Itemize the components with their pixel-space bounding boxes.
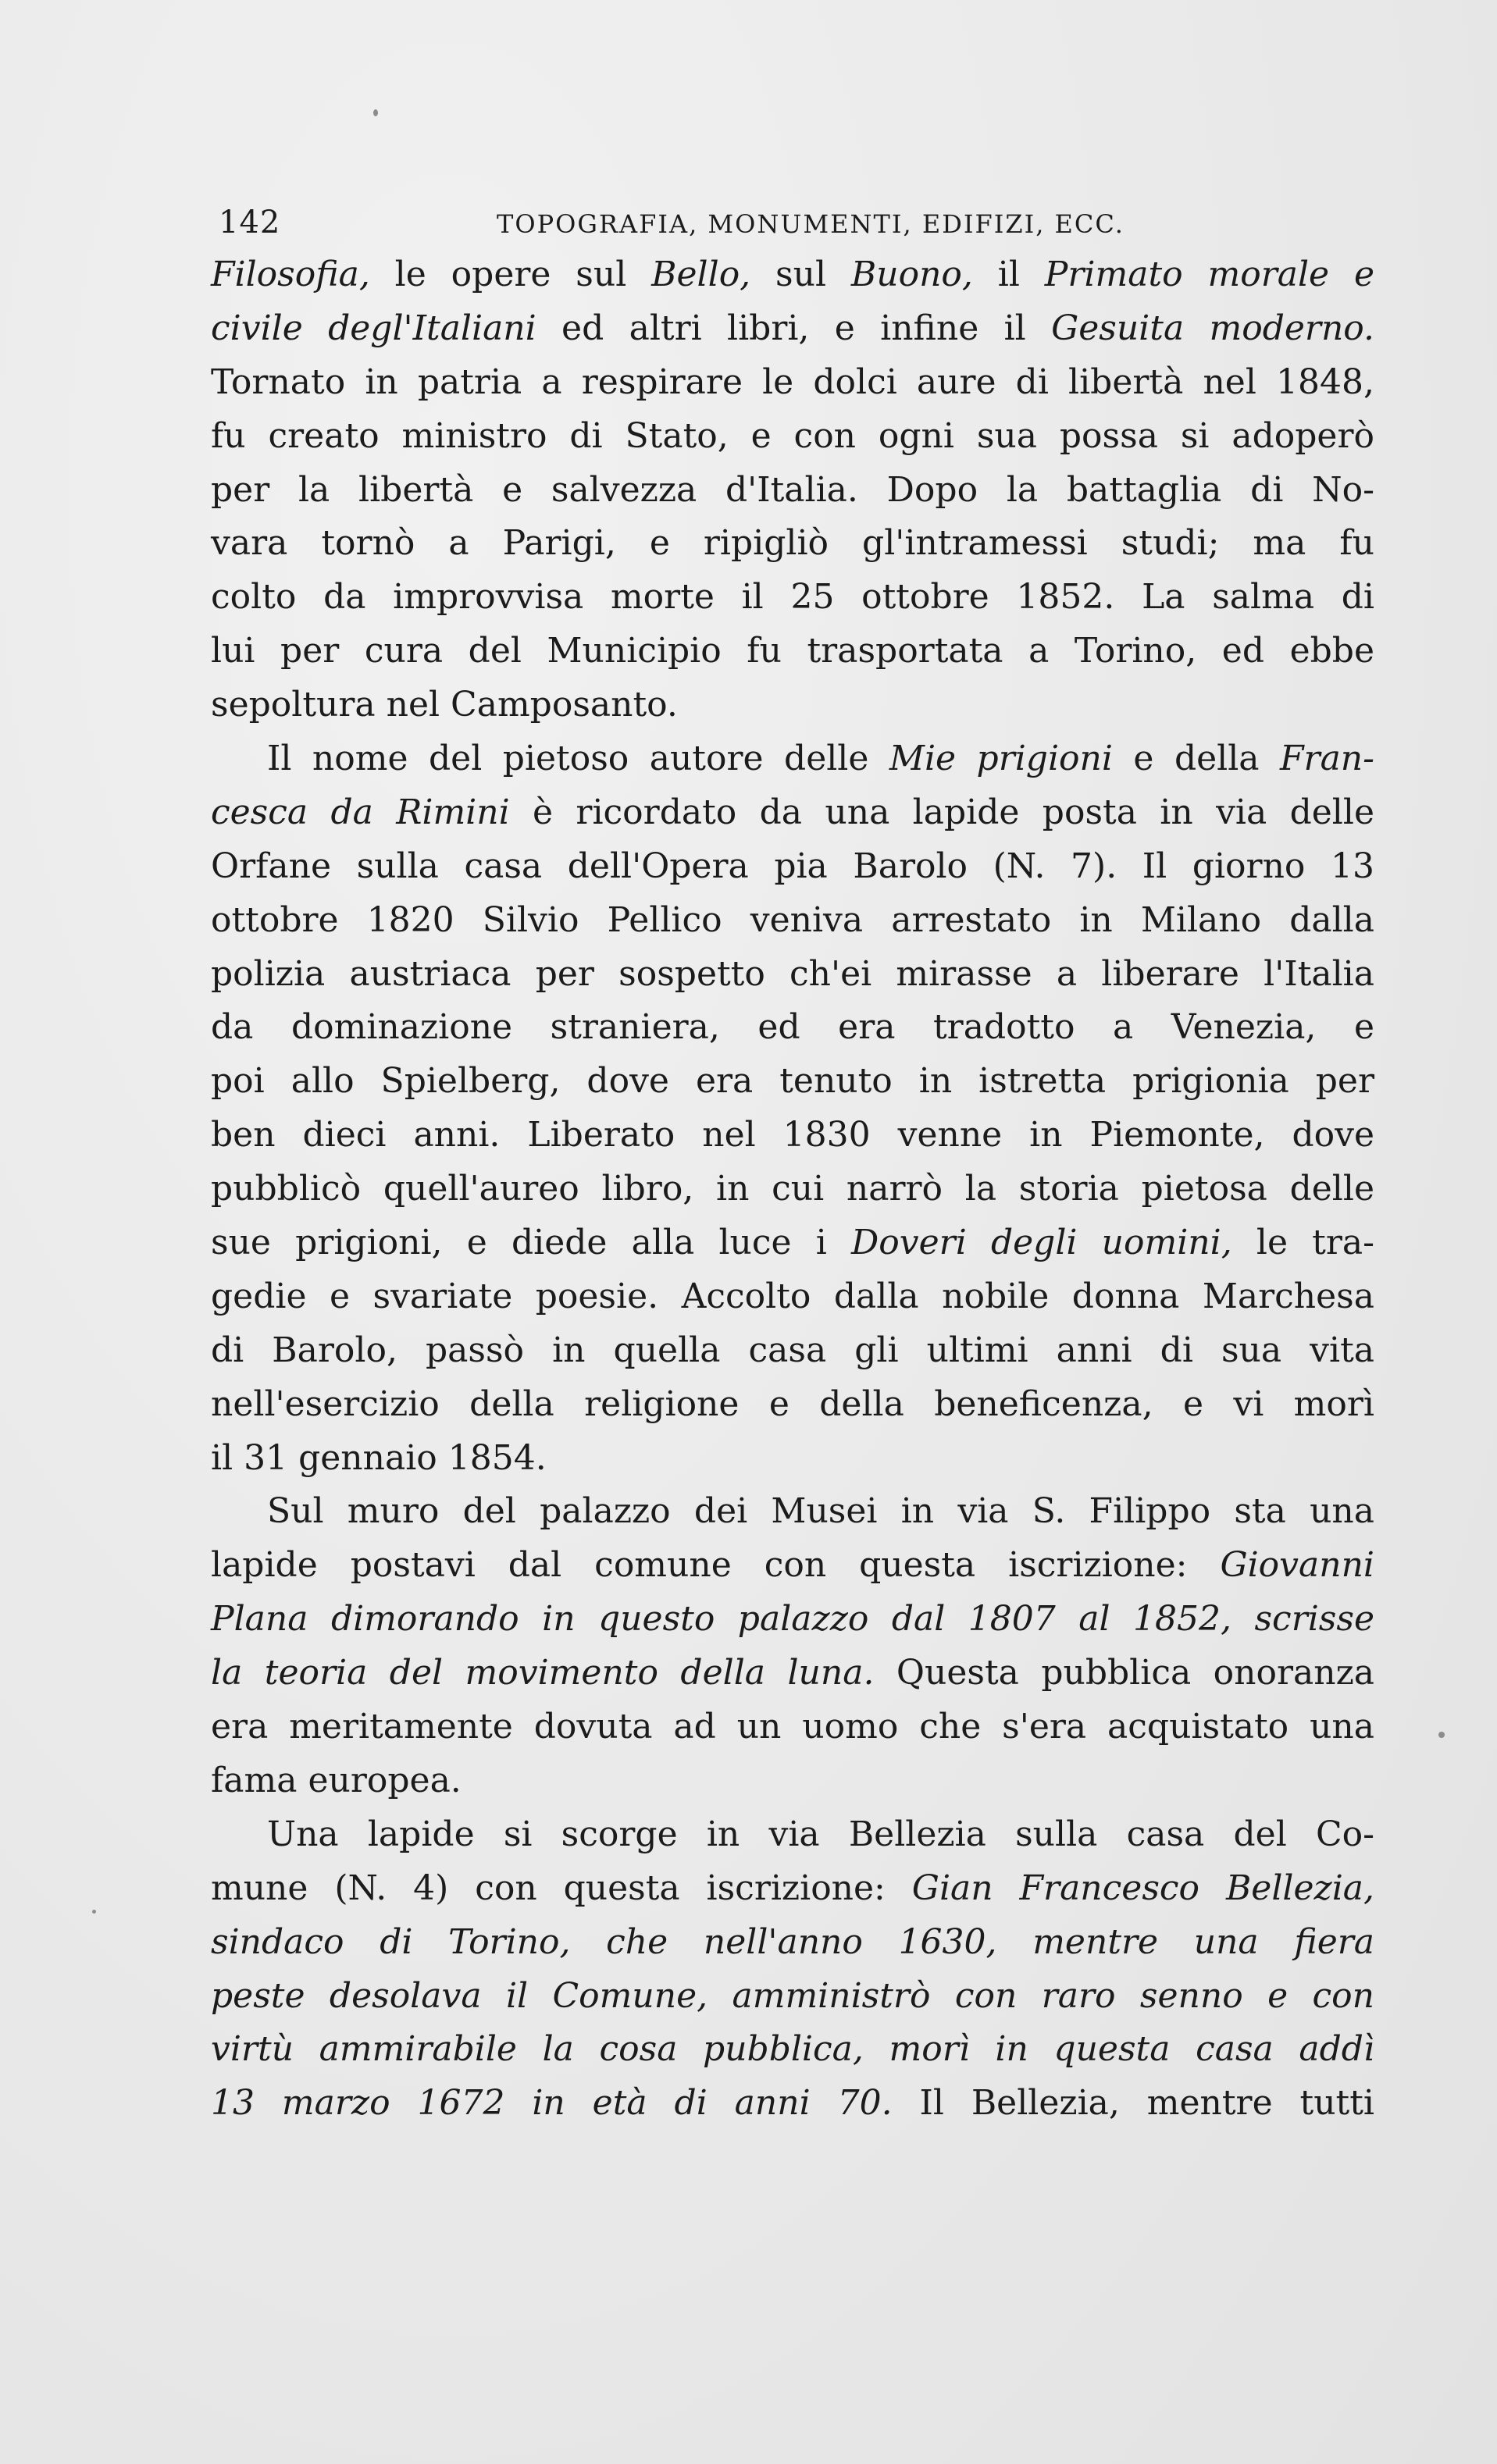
text-line	[211, 1055, 1374, 1109]
italic-fragment: Filosofia,	[211, 255, 370, 294]
italic-fragment: Primato morale e	[1044, 255, 1374, 294]
text-fragment: Il nome del pietoso autore delle	[267, 739, 889, 779]
text-fragment: sul	[750, 255, 851, 294]
text-line	[211, 1916, 1374, 1970]
body-text	[211, 248, 1374, 2131]
text-fragment: Una lapide si scorge in via Bellezia sulla casa del Co-	[267, 1814, 1374, 1854]
text-line	[211, 786, 1374, 840]
italic-fragment: Gesuita moderno.	[1051, 308, 1374, 348]
text-fragment: sue prigioni, e diede alla luce i	[211, 1223, 851, 1263]
text-fragment: fu creato ministro di Stato, e con ogni sua possa si adoperò	[211, 415, 1374, 456]
text-fragment: le opere sul	[369, 255, 652, 294]
italic-fragment: Bello,	[651, 255, 751, 294]
text-fragment: il	[972, 255, 1045, 294]
text-fragment: colto da improvvisa morte il 25 ottobre 1852. La salma di	[211, 577, 1374, 618]
italic-fragment: la teoria del movimento della luna.	[211, 1653, 875, 1693]
book-page	[211, 195, 1374, 2131]
italic-fragment: 13 marzo 1672 in età di anni 70.	[211, 2083, 893, 2124]
text-line	[211, 894, 1374, 948]
text-fragment: ottobre 1820 Silvio Pellico veniva arrestato in Milano dalla	[211, 899, 1374, 940]
text-fragment: sepoltura nel Camposanto.	[211, 685, 678, 725]
text-line	[211, 1270, 1374, 1324]
italic-fragment: peste desolava il Comune, amministrò con raro senno e con	[211, 1975, 1374, 2016]
text-fragment: Sul muro del palazzo dei Musei in via S. Filippo sta una	[267, 1491, 1374, 1532]
text-line	[211, 625, 1374, 678]
text-line	[211, 1754, 1374, 1808]
running-head	[211, 195, 1374, 242]
text-fragment: vara tornò a Parigi, e ripigliò gl'intramessi studi; ma fu	[211, 523, 1374, 564]
text-line	[211, 248, 1374, 302]
text-line	[211, 1109, 1374, 1163]
text-fragment: ben dieci anni. Liberato nel 1830 venne in Piemonte, dove	[211, 1115, 1374, 1155]
text-line	[211, 678, 1374, 732]
text-line	[211, 1001, 1374, 1055]
italic-fragment: virtù ammirabile la cosa pubblica, morì in questa casa addì	[211, 2029, 1374, 2070]
text-fragment: le tra-	[1231, 1223, 1374, 1263]
text-fragment: gedie e svariate poesie. Accolto dalla nobile donna Marchesa	[211, 1276, 1374, 1316]
text-fragment: lapide postavi dal comune con questa iscrizione:	[211, 1545, 1221, 1586]
running-head-title: TOPOGRAFIA, MONUMENTI, EDIFIZI, ECC.	[497, 209, 1125, 239]
text-fragment: per la libertà e salvezza d'Italia. Dopo la battaglia di No-	[211, 469, 1374, 510]
text-fragment: Questa pubblica onoranza	[874, 1653, 1374, 1693]
text-fragment: è ricordato da una lapide posta in via delle	[509, 792, 1374, 832]
text-line	[211, 1539, 1374, 1593]
text-fragment: poi allo Spielberg, dove era tenuto in istretta prigionia per	[211, 1061, 1374, 1102]
text-fragment: era meritamente dovuta ad un uomo che s'era acquistato una	[211, 1707, 1374, 1747]
text-fragment: nell'esercizio della religione e della beneficenza, e vi morì	[211, 1383, 1374, 1424]
italic-fragment: Buono,	[850, 255, 973, 294]
text-line	[211, 1432, 1374, 1486]
text-line	[211, 464, 1374, 518]
text-fragment: Orfane sulla casa dell'Opera pia Barolo (N. 7). Il giorno 13	[211, 846, 1374, 886]
text-fragment: lui per cura del Municipio fu trasportata a Torino, ed ebbe	[211, 631, 1374, 671]
page-number: 142	[219, 205, 281, 240]
text-line	[211, 1216, 1374, 1270]
text-line	[211, 1700, 1374, 1754]
text-fragment: pubblicò quell'aureo libro, in cui narrò la storia pietosa delle	[211, 1169, 1374, 1209]
text-fragment: ed altri libri, e infine il	[536, 308, 1052, 348]
text-line	[211, 410, 1374, 464]
text-line	[211, 1324, 1374, 1378]
text-line	[211, 1163, 1374, 1216]
text-line	[211, 571, 1374, 625]
text-line	[211, 1378, 1374, 1432]
print-speck	[373, 109, 378, 116]
italic-fragment: Plana dimorando in questo palazzo dal 1807 al 1852, scrisse	[211, 1599, 1374, 1640]
text-line	[211, 2077, 1374, 2131]
text-line	[211, 732, 1374, 786]
italic-fragment: Fran-	[1280, 739, 1374, 779]
italic-fragment: sindaco di Torino, che nell'anno 1630, mentre una fiera	[211, 1921, 1374, 1962]
text-fragment: da dominazione straniera, ed era tradotto a Venezia, e	[211, 1007, 1374, 1048]
text-line	[211, 1485, 1374, 1539]
print-speck	[1438, 1732, 1445, 1738]
text-line	[211, 356, 1374, 410]
text-line	[211, 517, 1374, 571]
italic-fragment: civile degl'Italiani	[211, 308, 536, 348]
text-line	[211, 2023, 1374, 2077]
text-fragment: fama europea.	[211, 1760, 462, 1800]
italic-fragment: Giovanni	[1220, 1545, 1374, 1586]
text-fragment: e della	[1112, 739, 1280, 779]
italic-fragment: Gian Francesco Bellezia,	[911, 1868, 1374, 1908]
text-fragment: Tornato in patria a respirare le dolci aure di libertà nel 1848,	[211, 361, 1374, 402]
text-line	[211, 1970, 1374, 2024]
italic-fragment: cesca da Rimini	[211, 792, 510, 832]
text-fragment: di Barolo, passò in quella casa gli ultimi anni di sua vita	[211, 1330, 1374, 1370]
text-line	[211, 1647, 1374, 1700]
print-speck	[92, 1910, 96, 1914]
text-fragment: mune (N. 4) con questa iscrizione:	[211, 1868, 912, 1908]
text-line	[211, 302, 1374, 356]
italic-fragment: Mie prigioni	[889, 739, 1113, 779]
text-line	[211, 840, 1374, 894]
text-line	[211, 1862, 1374, 1916]
text-fragment: polizia austriaca per sospetto ch'ei mirasse a liberare l'Italia	[211, 953, 1374, 994]
text-line	[211, 948, 1374, 1002]
text-fragment: Il Bellezia, mentre tutti	[892, 2083, 1374, 2124]
text-line	[211, 1808, 1374, 1862]
text-fragment: il 31 gennaio 1854.	[211, 1437, 547, 1478]
italic-fragment: Doveri degli uomini,	[851, 1223, 1232, 1263]
text-line	[211, 1593, 1374, 1647]
